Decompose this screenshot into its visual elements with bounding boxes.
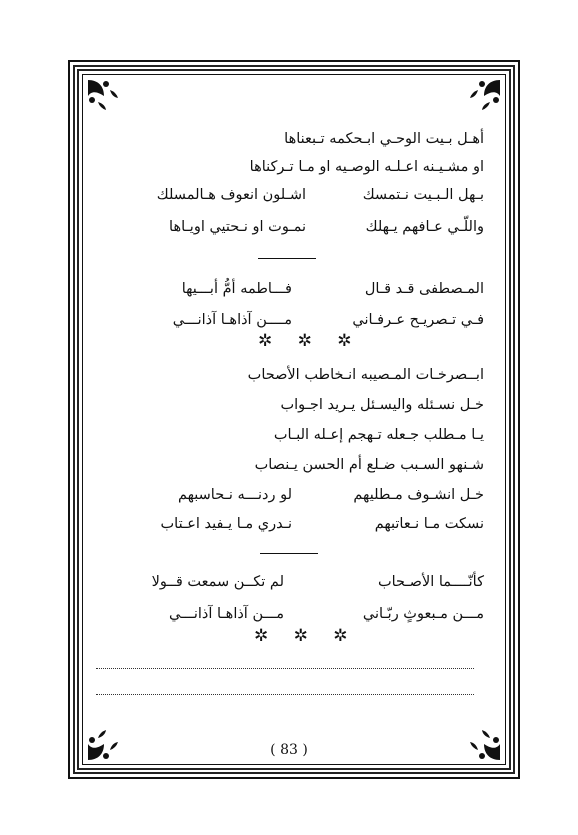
poem-line: او مشـيـنه اعـلـه الوصـيه او مـا تـركناها (249, 159, 484, 175)
poem-line: ابــصرخـات المـصيبه انـخاطب الأصحاب (247, 367, 484, 383)
star-separator: ✲ ✲ ✲ (254, 626, 358, 646)
couplet-left: فـــاطمه أمُّ أبـــيها (181, 281, 292, 297)
section-divider (260, 553, 318, 554)
couplet-left: اشـلون انعوف هـالمسلك (156, 187, 306, 203)
couplet-left: نمـوت او نـحتيي اويـاها (169, 219, 306, 235)
star-separator: ✲ ✲ ✲ (258, 331, 362, 351)
section-divider (258, 258, 316, 259)
page-border-inner (82, 74, 506, 765)
couplet-right: كأنّــــما الأصـحاب (377, 574, 484, 590)
corner-ornament-icon (84, 76, 122, 114)
note-line (96, 694, 474, 695)
couplet-right: نسكت مـا نـعاتبهم (374, 516, 484, 532)
poem-line: خـل نسـئله واليسـئل يـريد اجـواب (280, 397, 484, 413)
couplet-right: المـصطفى قـد قـال (364, 281, 484, 297)
page-number: ( 83 ) (270, 742, 308, 758)
poem-line: يـا مـطلب جـعله تـهجم إعـله البـاب (273, 427, 484, 443)
couplet-right: فـي تـصريـح عـرفـاني (352, 312, 484, 328)
couplet-left: مــــن آذاهـا آذانـــي (172, 312, 292, 328)
poem-line: أهـل بـيت الوحـي ابـحكمه تـبعناها (284, 131, 484, 147)
couplet-right: مـــن مـبعوثٍ ربّـاني (362, 606, 484, 622)
couplet-left: لم تكــن سمعت قــولا (151, 574, 284, 590)
corner-ornament-icon (466, 76, 504, 114)
couplet-right: بـهل الـبـيت نـتمسك (362, 187, 484, 203)
couplet-right: واللّـي عـافهم يـهلك (365, 219, 484, 235)
couplet-right: خـل انشـوف مـطليهم (353, 487, 484, 503)
couplet-left: مـــن آذاهـا آذانـــي (169, 606, 284, 622)
couplet-left: نـدري مـا يـفيد اعـتاب (160, 516, 292, 532)
note-line (96, 668, 474, 669)
poem-line: شـنهو السـبب ضـلع أم الحسن يـنصاب (254, 457, 484, 473)
couplet-left: لو ردنـــه نـحاسبهم (177, 487, 292, 503)
